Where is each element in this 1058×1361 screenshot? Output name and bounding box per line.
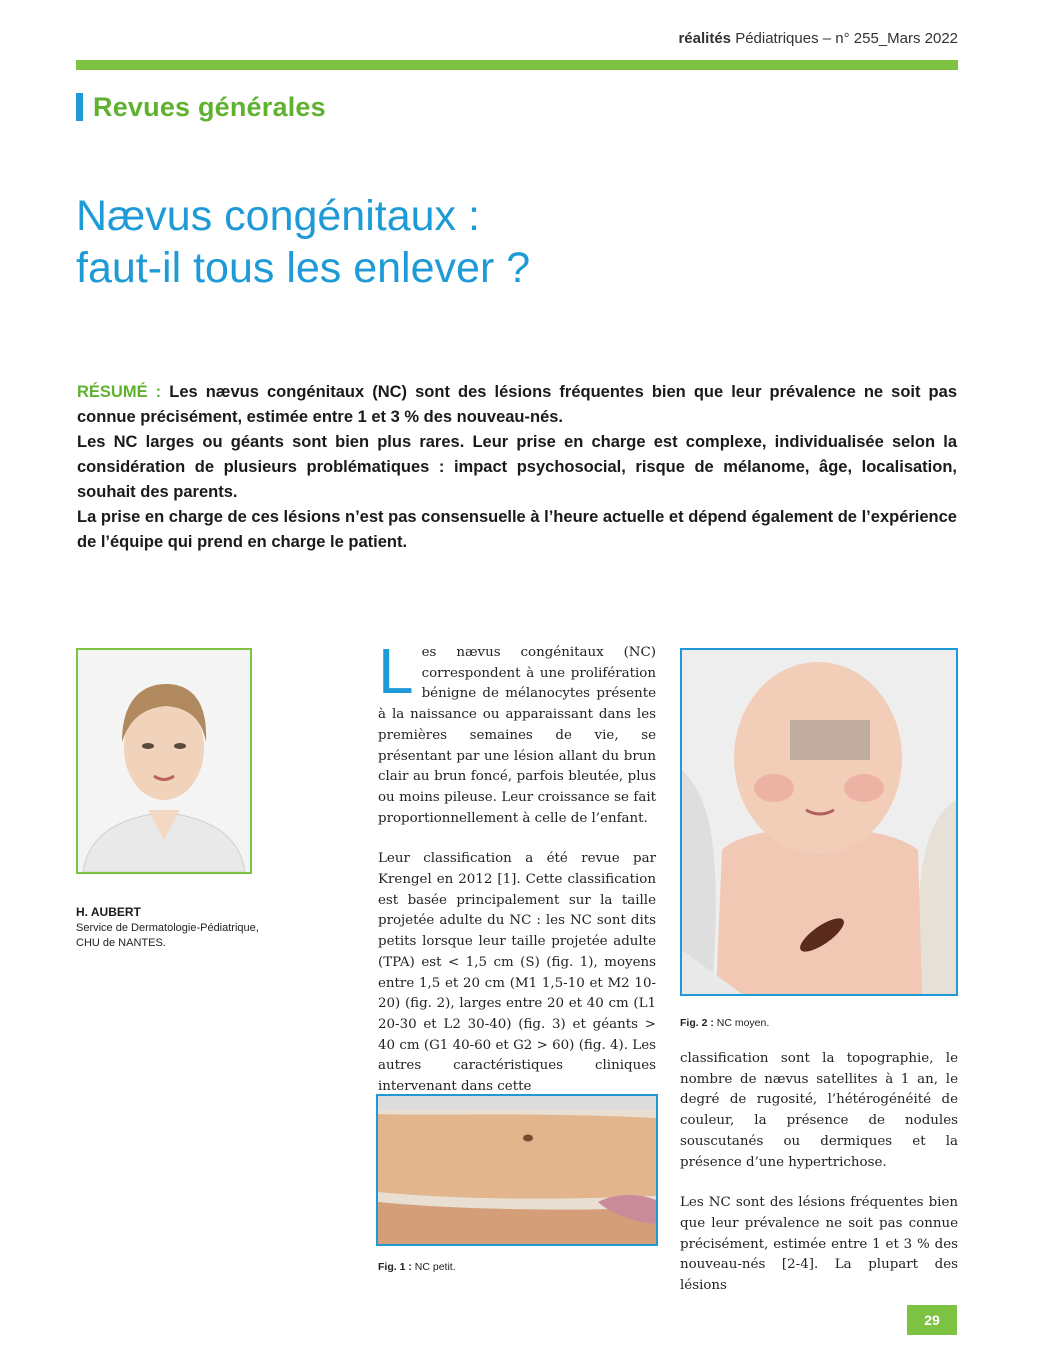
title-line-2: faut-il tous les enlever ? <box>76 244 531 292</box>
figure-1-caption-text: NC petit. <box>414 1261 456 1273</box>
author-name: H. AUBERT <box>76 905 141 919</box>
body-paragraph-1 <box>378 635 656 829</box>
author-portrait <box>76 648 252 874</box>
body-column-2 <box>680 1049 958 1297</box>
page-number: 29 <box>907 1305 957 1335</box>
abstract <box>77 380 957 555</box>
article-title <box>76 190 956 294</box>
rubric-label: Revues générales <box>93 91 326 122</box>
abstract-label: RÉSUMÉ : <box>77 383 162 401</box>
portrait-illustration <box>78 650 250 872</box>
header-rule <box>76 60 958 70</box>
figure-2-label: Fig. 2 : <box>680 1017 714 1029</box>
drop-cap: L <box>378 635 414 707</box>
running-header <box>678 30 958 47</box>
section-rubric <box>76 90 326 124</box>
body-paragraph-4: Les NC sont des lésions fréquentes bien que leur prévalence ne soit pas connue précisément, estimée entre 1 et 3 % des nouveau-nés [2-4]. La plupart des lésions <box>680 1195 958 1294</box>
abstract-paragraph-2: Les NC larges ou géants sont bien plus rares. Leur prise en charge est complexe, individualisée selon la considération de plusieurs problématiques : impact psychosocial, risque de mélanome, âge, localisation, souhait des parents. <box>77 433 957 501</box>
rubric-marker <box>76 93 83 121</box>
body-paragraph-3: classification sont la topographie, le nombre de nævus satellites à 1 an, le degré de rugosité, l’hétérogénéité de couleur, la présence de nodules souscutanés ou dermiques et la présence d’une hypertrichose. <box>680 1051 958 1170</box>
body-paragraph-1-text: es nævus congénitaux (NC) correspondent à une prolifération bénigne de mélanocytes présente à la naissance ou apparaissant dans les premières semaines de vie, se présentant par une lésion allant du brun clair au brun foncé, parfois bleutée, plus ou moins pileuse. Leur croissance se fait proportionnellement à celle de l’enfant. <box>378 645 656 826</box>
abstract-paragraph-1 <box>77 380 957 430</box>
body-column-1 <box>378 635 656 1098</box>
author-department: Service de Dermatologie-Pédiatrique, <box>76 922 259 934</box>
figure-2-caption <box>680 1017 769 1029</box>
figure-1-photo <box>378 1096 656 1244</box>
body-paragraph-2: Leur classification a été revue par Krengel en 2012 [1]. Cette classification est basée principalement sur la taille projetée adulte du NC : les NC sont dits petits lorsque leur taille projetée adulte (TPA) est < 1,5 cm (S) (fig. 1), moyens entre 1,5 et 20 cm (M1 1,5-10 et M2 10-20) (fig. 2), larges entre 20 et 40 cm (L1 20-30 et L2 30-40) (fig. 3) et géants > 40 cm (G1 40-60 et G2 > 60) (fig. 4). Les autres caractéristiques cliniques intervenant dans cette <box>378 851 656 1095</box>
figure-1-label: Fig. 1 : <box>378 1261 412 1273</box>
figure-2-image <box>680 648 958 996</box>
author-hospital: CHU de NANTES. <box>76 937 166 949</box>
journal-name: réalités <box>678 30 732 47</box>
issue-info: Pédiatriques – n° 255_Mars 2022 <box>735 30 958 47</box>
abstract-paragraph-3: La prise en charge de ces lésions n’est pas consensuelle à l’heure actuelle et dépend également de l’expérience de l’équipe qui prend en charge le patient. <box>77 508 957 551</box>
figure-2-caption-text: NC moyen. <box>716 1017 770 1029</box>
figure-2-photo <box>682 650 956 994</box>
title-line-1: Nævus congénitaux : <box>76 192 480 240</box>
figure-1-caption <box>378 1261 456 1273</box>
abstract-text-1: Les nævus congénitaux (NC) sont des lésions fréquentes bien que leur prévalence ne soit pas connue précisément, estimée entre 1 et 3 % des nouveau-nés. <box>77 383 957 426</box>
figure-1-image <box>376 1094 658 1246</box>
